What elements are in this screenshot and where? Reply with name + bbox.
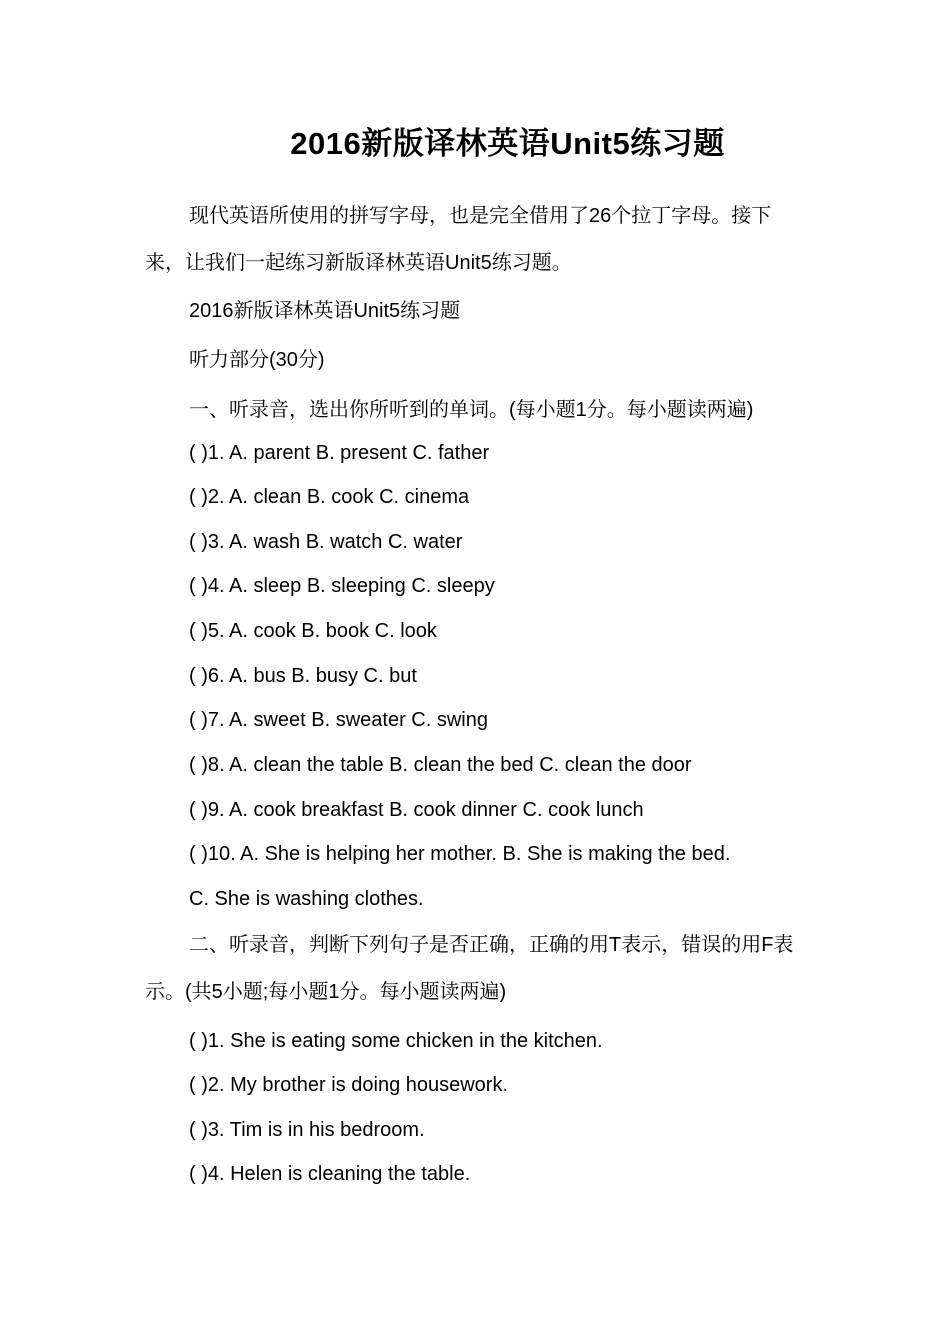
- part1-heading: 一、听录音，选出你所听到的单词。(每小题1分。每小题读两遍): [189, 399, 754, 421]
- question-item: ( )2. A. clean B. cook C. cinema: [189, 486, 470, 508]
- question-item: ( )4. A. sleep B. sleeping C. sleepy: [189, 575, 495, 597]
- section-listening: 听力部分(30分): [189, 349, 325, 371]
- question-item-continuation: C. She is washing clothes.: [189, 888, 424, 910]
- question-item: ( )7. A. sweet B. sweater C. swing: [189, 709, 488, 731]
- statement-item: ( )4. Helen is cleaning the table.: [189, 1163, 471, 1185]
- subtitle: 2016新版译林英语Unit5练习题: [189, 300, 461, 322]
- question-item: ( )6. A. bus B. busy C. but: [189, 665, 417, 687]
- document-title: 2016新版译林英语Unit5练习题: [290, 126, 725, 161]
- statement-item: ( )3. Tim is in his bedroom.: [189, 1119, 425, 1141]
- question-item: ( )10. A. She is helping her mother. B. She is making the bed.: [189, 843, 731, 865]
- question-item: ( )8. A. clean the table B. clean the bed C. clean the door: [189, 754, 692, 776]
- statement-item: ( )2. My brother is doing housework.: [189, 1074, 509, 1096]
- question-item: ( )5. A. cook B. book C. look: [189, 620, 437, 642]
- statement-item: ( )1. She is eating some chicken in the kitchen.: [189, 1030, 603, 1052]
- intro-paragraph: 现代英语所使用的拼写字母，也是完全借用了26个拉丁字母。接下来，让我们一起练习新版译林英语Unit5练习题。: [145, 205, 772, 274]
- question-item: ( )9. A. cook breakfast B. cook dinner C. cook lunch: [189, 799, 644, 821]
- part2-heading: 二、听录音，判断下列句子是否正确，正确的用T表示，错误的用F表示。(共5小题;每小题1分。每小题读两遍): [145, 934, 794, 1003]
- question-item: ( )3. A. wash B. watch C. water: [189, 531, 463, 553]
- question-item: ( )1. A. parent B. present C. father: [189, 442, 490, 464]
